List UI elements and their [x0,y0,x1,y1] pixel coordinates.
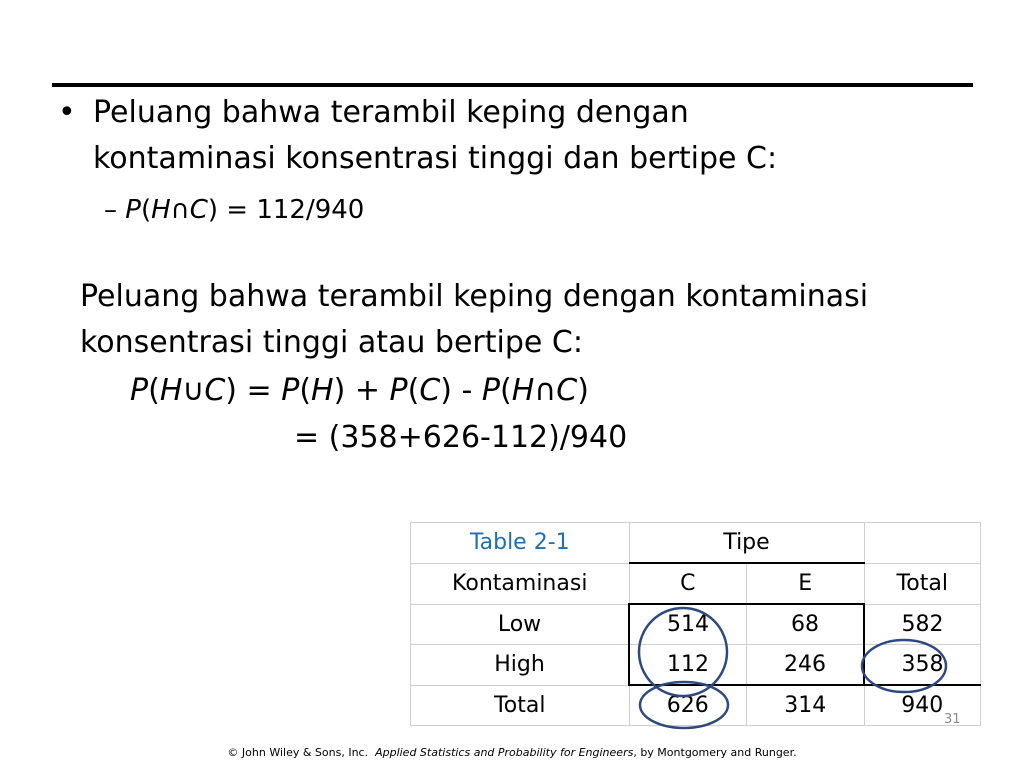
f-o2: ( [299,373,312,408]
cell-total-e: 314 [747,685,865,726]
header-kontaminasi: Kontaminasi [411,563,630,604]
table-row [411,685,981,726]
cell-low-c: 514 [629,604,747,645]
header-c: C [629,563,747,604]
top-rule [52,83,973,87]
f-t3: ) - [440,373,482,408]
cell-total-c: 626 [629,685,747,726]
footer-credit [0,746,1024,759]
f-o4: ( [499,373,512,408]
f-o3: ( [407,373,420,408]
sub-h: H [151,195,171,225]
union-result: = (358+626-112)/940 [294,420,628,455]
f-p1: P [130,373,149,408]
f-t4: ) [577,373,589,408]
table-title-row [411,523,981,564]
f-h1: H [159,373,183,408]
group-header-tipe: Tipe [629,523,864,564]
f-h4: H [511,373,535,408]
table-title-text: Table 2-1 [469,530,570,556]
cell-low-total: 582 [864,604,981,645]
cell-high-total: 358 [864,645,981,686]
union-formula [130,368,589,414]
header-total: Total [864,563,981,604]
sub-cap: ∩ [170,195,190,225]
f-cup: ∪ [182,373,205,408]
table-title [411,523,630,564]
sub-dash: – [104,195,117,225]
footer-prefix: © John Wiley & Sons, Inc. [227,746,376,759]
page-number: 31 [944,712,961,727]
bullet-line-1: Peluang bahwa terambil keping dengan [93,95,689,130]
table-row [411,645,981,686]
f-t2: ) + [333,373,390,408]
header-e: E [747,563,865,604]
f-t1: ) = [225,373,282,408]
f-o1: ( [148,373,160,408]
footer-book-title: Applied Statistics and Probability for Engineers [375,746,634,759]
f-p2: P [281,373,300,408]
sub-c: C [189,195,208,225]
f-h2: H [311,373,334,408]
cell-total-total: 940 [864,685,981,726]
f-c3: C [419,373,441,408]
bullet-text [93,90,953,182]
sub-rest: ) = 112/940 [207,195,365,225]
bullet-line-2: kontaminasi konsentrasi tinggi dan bertipe C: [93,141,778,176]
para-line-2: konsentrasi tinggi atau bertipe C: [80,325,583,360]
sub-bullet-intersection [104,190,364,230]
f-p3: P [389,373,408,408]
bullet-dot-icon: • [58,95,76,130]
footer-suffix: , by Montgomery and Runger. [633,746,797,759]
contingency-table [410,522,981,726]
f-p4: P [481,373,500,408]
sub-p: P [125,195,141,225]
table-row [411,604,981,645]
f-c4: C [556,373,578,408]
row-label-total: Total [411,685,630,726]
union-paragraph [80,274,960,366]
row-label-high: High [411,645,630,686]
cell-high-e: 246 [747,645,865,686]
f-c1: C [204,373,226,408]
cell-low-e: 68 [747,604,865,645]
cell-high-c: 112 [629,645,747,686]
table-title-empty [864,523,981,564]
row-label-low: Low [411,604,630,645]
f-cap: ∩ [534,373,557,408]
table-header-row [411,563,981,604]
para-line-1: Peluang bahwa terambil keping dengan kontaminasi [80,279,869,314]
sub-open: ( [140,195,152,225]
